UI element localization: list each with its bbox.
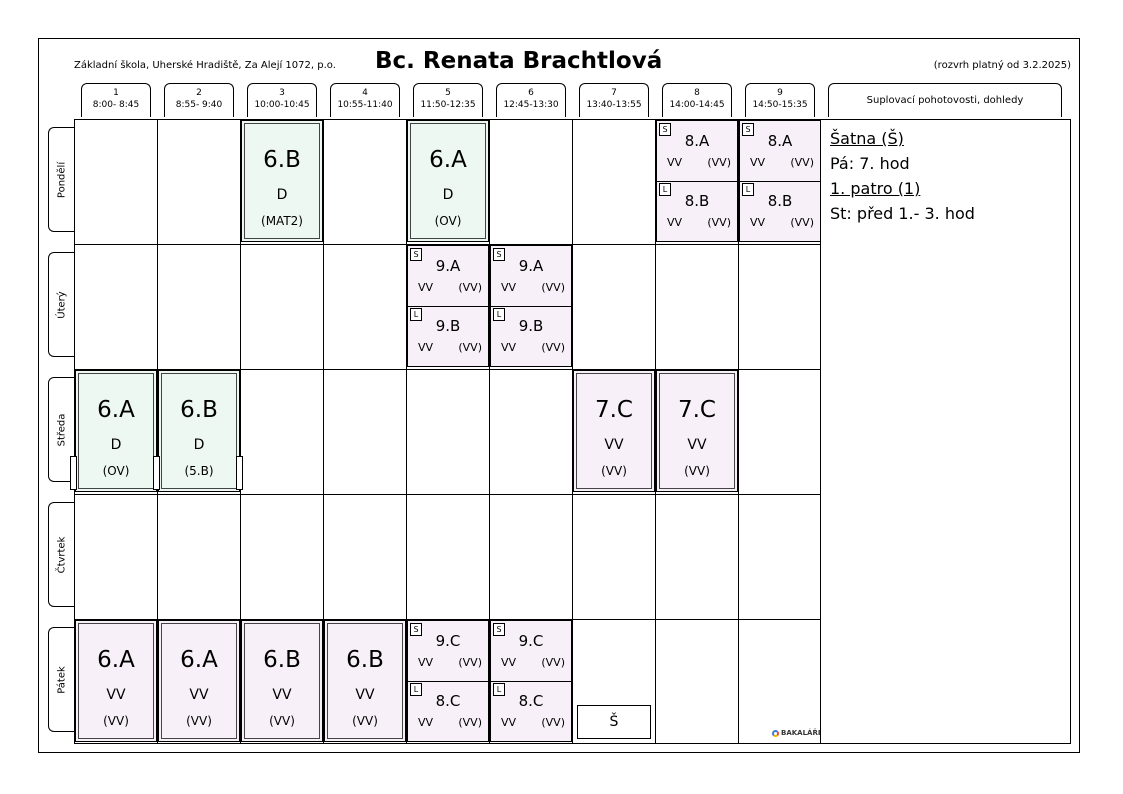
- lesson-class: 9.C: [435, 632, 461, 650]
- lesson-fri-3[interactable]: [241, 620, 323, 742]
- lesson-class: 6.A: [97, 397, 135, 423]
- lesson-class: 6.B: [346, 647, 384, 673]
- lesson-class: 9.A: [435, 257, 461, 275]
- group-badge: L: [410, 308, 422, 321]
- period-header-3: 3 10:00-10:45: [247, 83, 317, 117]
- group-badge: L: [742, 183, 754, 196]
- lesson-class: 8.B: [767, 192, 793, 210]
- lesson-class: 9.B: [518, 317, 544, 335]
- lesson-room: (VV): [601, 464, 627, 478]
- substitution-header: Suplovací pohotovosti, dohledy: [828, 83, 1062, 117]
- lesson-class: 8.C: [518, 692, 544, 710]
- group-badge: L: [410, 683, 422, 696]
- group-badge: S: [493, 623, 505, 636]
- lesson-mon-3[interactable]: [241, 120, 323, 242]
- group-badge: S: [493, 248, 505, 261]
- lesson-class: 8.C: [435, 692, 461, 710]
- day-tab-wednesday: Středa: [48, 377, 74, 482]
- group-badge: S: [659, 123, 671, 136]
- lesson-subject: VV: [687, 437, 707, 453]
- lesson-class: 8.A: [767, 132, 793, 150]
- lesson-room: (VV): [707, 216, 731, 229]
- notes-panel: [821, 119, 1071, 744]
- day-tab-thursday: Čtvrtek: [48, 502, 74, 607]
- lesson-class: 8.B: [684, 192, 710, 210]
- group-badge: L: [493, 683, 505, 696]
- supervision-marker: [70, 456, 77, 490]
- group-badge: S: [410, 248, 422, 261]
- period-header-9: 9 14:50-15:35: [745, 83, 815, 117]
- lesson-class: 6.B: [180, 397, 218, 423]
- lesson-subject: VV: [501, 656, 517, 669]
- lesson-class: 9.B: [435, 317, 461, 335]
- lesson-subject: VV: [418, 281, 434, 294]
- supervision-marker: [153, 456, 160, 490]
- supervision-marker: [236, 456, 243, 490]
- lesson-fri-2[interactable]: [158, 620, 240, 742]
- lesson-room: (OV): [102, 464, 130, 478]
- lesson-wed-2[interactable]: [158, 370, 240, 492]
- period-header-1: 1 8:00- 8:45: [81, 83, 151, 117]
- lesson-subject: D: [193, 437, 205, 453]
- lesson-subject: VV: [750, 156, 766, 169]
- lesson-room: (VV): [790, 216, 814, 229]
- school-name: Základní škola, Uherské Hradiště, Za Alejí 1072, p.o.: [74, 60, 336, 71]
- lesson-class: 6.A: [97, 647, 135, 673]
- lesson-fri-6[interactable]: [490, 620, 572, 742]
- lesson-subject: D: [276, 187, 288, 203]
- lesson-mon-8[interactable]: [656, 120, 738, 242]
- teacher-name: Bc. Renata Brachtlová: [375, 48, 663, 74]
- lesson-subject: VV: [106, 687, 126, 703]
- note-wardrobe: Šatna (Š): [830, 129, 904, 148]
- lesson-fri-1[interactable]: [75, 620, 157, 742]
- note-wednesday: St: před 1.- 3. hod: [830, 204, 975, 223]
- lesson-subject: VV: [750, 216, 766, 229]
- lesson-room: (5.B): [184, 464, 214, 478]
- lesson-mon-5[interactable]: [407, 120, 489, 242]
- day-tab-monday: Pondělí: [48, 127, 74, 232]
- lesson-room: (VV): [541, 656, 565, 669]
- period-header-7: 7 13:40-13:55: [579, 83, 649, 117]
- lesson-subject: VV: [418, 656, 434, 669]
- lesson-subject: VV: [418, 341, 434, 354]
- lesson-class: 7.C: [594, 397, 633, 423]
- lesson-class: 6.B: [263, 147, 301, 173]
- lesson-subject: D: [110, 437, 122, 453]
- lesson-room: (VV): [458, 341, 482, 354]
- lesson-subject: VV: [355, 687, 375, 703]
- period-header-4: 4 10:55-11:40: [330, 83, 400, 117]
- lesson-subject: VV: [501, 281, 517, 294]
- group-badge: S: [410, 623, 422, 636]
- lesson-room: (VV): [541, 281, 565, 294]
- note-friday: Pá: 7. hod: [830, 154, 910, 173]
- lesson-room: (VV): [790, 156, 814, 169]
- lesson-room: (VV): [707, 156, 731, 169]
- lesson-tue-5[interactable]: [407, 245, 489, 367]
- group-badge: S: [742, 123, 754, 136]
- lesson-wed-8[interactable]: [656, 370, 738, 492]
- lesson-fri-5[interactable]: [407, 620, 489, 742]
- lesson-room: (VV): [684, 464, 710, 478]
- lesson-room: (VV): [458, 656, 482, 669]
- validity-date: (rozvrh platný od 3.2.2025): [933, 60, 1071, 71]
- lesson-class: 9.C: [518, 632, 544, 650]
- lesson-subject: VV: [501, 341, 517, 354]
- bakalari-logo: BAKALÁŘI: [772, 729, 820, 737]
- lesson-room: (VV): [541, 716, 565, 729]
- lesson-subject: VV: [667, 156, 683, 169]
- supervision-wardrobe[interactable]: Š: [577, 705, 651, 739]
- period-header-2: 2 8:55- 9:40: [164, 83, 234, 117]
- lesson-room: (VV): [269, 714, 295, 728]
- lesson-wed-7[interactable]: [573, 370, 655, 492]
- lesson-room: (VV): [103, 714, 129, 728]
- lesson-class: 8.A: [684, 132, 710, 150]
- lesson-subject: D: [442, 187, 454, 203]
- lesson-room: (MAT2): [261, 214, 303, 228]
- period-header-8: 8 14:00-14:45: [662, 83, 732, 117]
- lesson-subject: VV: [667, 216, 683, 229]
- period-header-6: 6 12:45-13:30: [496, 83, 566, 117]
- lesson-room: (VV): [352, 714, 378, 728]
- lesson-tue-6[interactable]: [490, 245, 572, 367]
- lesson-room: (OV): [434, 214, 462, 228]
- lesson-subject: VV: [272, 687, 292, 703]
- lesson-wed-1[interactable]: [75, 370, 157, 492]
- lesson-class: 6.A: [180, 647, 218, 673]
- group-badge: L: [659, 183, 671, 196]
- lesson-class: 6.B: [263, 647, 301, 673]
- day-tab-tuesday: Úterý: [48, 252, 74, 357]
- lesson-room: (VV): [541, 341, 565, 354]
- day-tab-friday: Pátek: [48, 627, 74, 732]
- group-badge: L: [493, 308, 505, 321]
- lesson-subject: VV: [501, 716, 517, 729]
- lesson-class: 9.A: [518, 257, 544, 275]
- period-header-5: 5 11:50-12:35: [413, 83, 483, 117]
- note-first-floor: 1. patro (1): [830, 179, 921, 198]
- lesson-class: 7.C: [677, 397, 716, 423]
- lesson-class: 6.A: [429, 147, 467, 173]
- lesson-subject: VV: [189, 687, 209, 703]
- lesson-subject: VV: [604, 437, 624, 453]
- lesson-room: (VV): [458, 716, 482, 729]
- logo-icon: [772, 730, 779, 737]
- lesson-subject: VV: [418, 716, 434, 729]
- lesson-room: (VV): [458, 281, 482, 294]
- lesson-room: (VV): [186, 714, 212, 728]
- lesson-mon-9[interactable]: [739, 120, 821, 242]
- lesson-fri-4[interactable]: [324, 620, 406, 742]
